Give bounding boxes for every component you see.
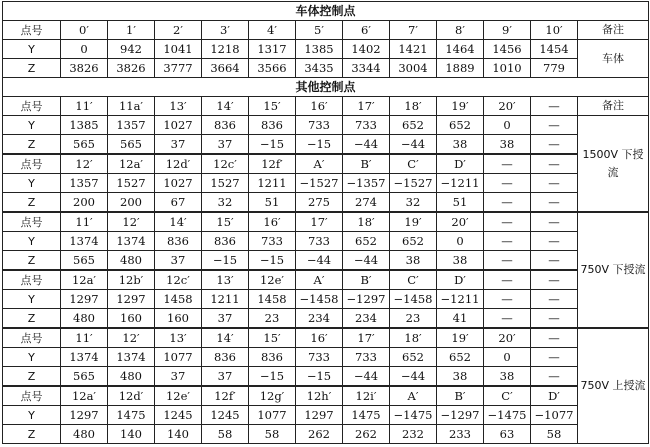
cell-value: 3′ <box>202 21 249 40</box>
cell-value: 12c′ <box>155 270 202 290</box>
row-label: 点号 <box>3 328 61 348</box>
cell-value: 1218 <box>202 40 249 59</box>
table-row <box>3 154 649 174</box>
cell-value: 18′ <box>343 212 390 232</box>
cell-value: 8′ <box>437 21 484 40</box>
cell-value: 37 <box>155 367 202 387</box>
cell-value: A′ <box>390 386 437 406</box>
cell-value: C′ <box>390 154 437 174</box>
cell-value: 12a′ <box>61 270 108 290</box>
cell-value: 480 <box>108 367 155 387</box>
note-750v-upper: 750V 上授流 <box>578 328 649 444</box>
note-header: 备注 <box>578 21 649 40</box>
cell-value: — <box>484 212 531 232</box>
row-label: 点号 <box>3 386 61 406</box>
row-label: Z <box>3 135 61 155</box>
cell-value: 160 <box>155 309 202 329</box>
cell-value: 5′ <box>296 21 343 40</box>
cell-value: — <box>484 193 531 213</box>
cell-value: −1475 <box>390 406 437 425</box>
cell-value: 733 <box>249 232 296 251</box>
cell-value: 1456 <box>484 40 531 59</box>
table-row <box>3 367 649 387</box>
cell-value: 58 <box>249 425 296 444</box>
row-label: Y <box>3 406 61 425</box>
cell-value: 32 <box>390 193 437 213</box>
cell-value: −44 <box>343 251 390 271</box>
cell-value: 19′ <box>390 212 437 232</box>
cell-value: 12a′ <box>61 386 108 406</box>
cell-value: — <box>531 135 578 155</box>
cell-value: — <box>531 232 578 251</box>
cell-value: 1211 <box>249 174 296 193</box>
table-row <box>3 270 649 290</box>
table-row <box>3 59 649 78</box>
cell-value: −15 <box>249 367 296 387</box>
cell-value: −1357 <box>343 174 390 193</box>
cell-value: 10′ <box>531 21 578 40</box>
row-label: Y <box>3 232 61 251</box>
cell-value: 1027 <box>155 116 202 135</box>
cell-value: 51 <box>249 193 296 213</box>
cell-value: B′ <box>343 270 390 290</box>
cell-value: — <box>484 290 531 309</box>
cell-value: 779 <box>531 59 578 78</box>
row-label: Y <box>3 40 61 59</box>
cell-value: 836 <box>202 232 249 251</box>
cell-value: A′ <box>296 270 343 290</box>
cell-value: A′ <box>296 154 343 174</box>
cell-value: 3826 <box>108 59 155 78</box>
cell-value: D′ <box>437 154 484 174</box>
cell-value: 13′ <box>155 328 202 348</box>
table-row <box>3 290 649 309</box>
cell-value: −44 <box>296 251 343 271</box>
cell-value: −1297 <box>343 290 390 309</box>
row-label: 点号 <box>3 21 61 40</box>
cell-value: 2′ <box>155 21 202 40</box>
cell-value: 14′ <box>202 97 249 116</box>
cell-value: 14′ <box>202 328 249 348</box>
cell-value: 1′ <box>108 21 155 40</box>
cell-value: 233 <box>437 425 484 444</box>
cell-value: 12b′ <box>108 270 155 290</box>
cell-value: −44 <box>390 367 437 387</box>
cell-value: — <box>531 290 578 309</box>
cell-value: 12′ <box>108 212 155 232</box>
cell-value: 1458 <box>155 290 202 309</box>
cell-value: 0 <box>437 232 484 251</box>
cell-value: 12e′ <box>155 386 202 406</box>
cell-value: 13′ <box>155 97 202 116</box>
cell-value: 1297 <box>61 406 108 425</box>
cell-value: 652 <box>390 116 437 135</box>
cell-value: 1374 <box>108 348 155 367</box>
cell-value: 1317 <box>249 40 296 59</box>
cell-value: 12′ <box>61 154 108 174</box>
table-row <box>3 97 649 116</box>
cell-value: 200 <box>61 193 108 213</box>
cell-value: — <box>484 174 531 193</box>
row-label: Z <box>3 251 61 271</box>
table-row <box>3 251 649 271</box>
cell-value: 13′ <box>202 270 249 290</box>
cell-value: — <box>531 309 578 329</box>
cell-value: 18′ <box>390 97 437 116</box>
cell-value: 12d′ <box>155 154 202 174</box>
cell-value: −44 <box>343 367 390 387</box>
cell-value: 0 <box>484 348 531 367</box>
cell-value: 565 <box>61 367 108 387</box>
row-label: 点号 <box>3 270 61 290</box>
row-label: Z <box>3 309 61 329</box>
cell-value: −15 <box>296 367 343 387</box>
cell-value: 3435 <box>296 59 343 78</box>
cell-value: 20′ <box>484 328 531 348</box>
cell-value: 1357 <box>61 174 108 193</box>
cell-value: 12i′ <box>343 386 390 406</box>
cell-value: 140 <box>108 425 155 444</box>
cell-value: 733 <box>343 348 390 367</box>
cell-value: 565 <box>61 251 108 271</box>
cell-value: 652 <box>437 116 484 135</box>
table-row <box>3 40 649 59</box>
cell-value: −1297 <box>437 406 484 425</box>
cell-value: 200 <box>108 193 155 213</box>
cell-value: 11a′ <box>108 97 155 116</box>
cell-value: 1458 <box>249 290 296 309</box>
cell-value: D′ <box>437 270 484 290</box>
cell-value: 1527 <box>108 174 155 193</box>
cell-value: −1527 <box>390 174 437 193</box>
cell-value: 480 <box>61 425 108 444</box>
cell-value: 1245 <box>202 406 249 425</box>
cell-value: 1245 <box>155 406 202 425</box>
cell-value: — <box>531 154 578 174</box>
cell-value: −15 <box>202 251 249 271</box>
table-row <box>3 386 649 406</box>
note-car: 车体 <box>578 40 649 78</box>
cell-value: D′ <box>531 386 578 406</box>
cell-value: −1527 <box>296 174 343 193</box>
table-row <box>3 193 649 213</box>
cell-value: 51 <box>437 193 484 213</box>
cell-value: 1889 <box>437 59 484 78</box>
note-header: 备注 <box>578 97 649 116</box>
table-row <box>3 232 649 251</box>
cell-value: 140 <box>155 425 202 444</box>
cell-value: — <box>531 116 578 135</box>
cell-value: 262 <box>296 425 343 444</box>
cell-value: — <box>484 251 531 271</box>
cell-value: — <box>484 154 531 174</box>
cell-value: 14′ <box>155 212 202 232</box>
cell-value: 274 <box>343 193 390 213</box>
cell-value: 836 <box>202 348 249 367</box>
table-body <box>3 2 649 444</box>
table-row <box>3 406 649 425</box>
cell-value: — <box>531 212 578 232</box>
cell-value: 836 <box>155 232 202 251</box>
row-label: Y <box>3 290 61 309</box>
cell-value: 15′ <box>202 212 249 232</box>
cell-value: 11′ <box>61 212 108 232</box>
row-label: Z <box>3 425 61 444</box>
cell-value: 836 <box>249 348 296 367</box>
cell-value: 20′ <box>437 212 484 232</box>
cell-value: C′ <box>484 386 531 406</box>
cell-value: 232 <box>390 425 437 444</box>
cell-value: C′ <box>390 270 437 290</box>
cell-value: 1385 <box>296 40 343 59</box>
cell-value: — <box>531 193 578 213</box>
cell-value: 1374 <box>108 232 155 251</box>
cell-value: 38 <box>484 135 531 155</box>
cell-value: 3344 <box>343 59 390 78</box>
cell-value: 12e′ <box>249 270 296 290</box>
cell-value: — <box>531 251 578 271</box>
cell-value: 0 <box>484 116 531 135</box>
cell-value: 1041 <box>155 40 202 59</box>
cell-value: 1297 <box>108 290 155 309</box>
row-label: Z <box>3 59 61 78</box>
cell-value: −1475 <box>484 406 531 425</box>
cell-value: 3664 <box>202 59 249 78</box>
cell-value: 11′ <box>61 328 108 348</box>
cell-value: 15′ <box>249 97 296 116</box>
cell-value: 38 <box>437 251 484 271</box>
cell-value: — <box>531 328 578 348</box>
table-row <box>3 135 649 155</box>
cell-value: 3566 <box>249 59 296 78</box>
cell-value: 12d′ <box>108 386 155 406</box>
cell-value: 7′ <box>390 21 437 40</box>
cell-value: 32 <box>202 193 249 213</box>
note-750v-lower: 750V 下授流 <box>578 212 649 328</box>
cell-value: 11′ <box>61 97 108 116</box>
section-title-row <box>3 78 649 97</box>
cell-value: 1374 <box>61 232 108 251</box>
cell-value: 652 <box>390 348 437 367</box>
cell-value: — <box>531 367 578 387</box>
table-row <box>3 212 649 232</box>
row-label: Z <box>3 193 61 213</box>
table-row <box>3 21 649 40</box>
cell-value: — <box>484 270 531 290</box>
cell-value: 836 <box>249 116 296 135</box>
cell-value: 1475 <box>108 406 155 425</box>
cell-value: 565 <box>108 135 155 155</box>
cell-value: −15 <box>296 135 343 155</box>
cell-value: −1458 <box>296 290 343 309</box>
cell-value: 1464 <box>437 40 484 59</box>
cell-value: 733 <box>343 116 390 135</box>
cell-value: 18′ <box>390 328 437 348</box>
cell-value: 37 <box>202 367 249 387</box>
cell-value: 1454 <box>531 40 578 59</box>
cell-value: 4′ <box>249 21 296 40</box>
cell-value: 1385 <box>61 116 108 135</box>
cell-value: B′ <box>437 386 484 406</box>
cell-value: 3777 <box>155 59 202 78</box>
section-title-other: 其他控制点 <box>3 78 649 97</box>
section-title-row <box>3 2 649 21</box>
cell-value: 37 <box>155 135 202 155</box>
cell-value: −1211 <box>437 290 484 309</box>
cell-value: 262 <box>343 425 390 444</box>
cell-value: 1527 <box>202 174 249 193</box>
cell-value: 733 <box>296 232 343 251</box>
row-label: Y <box>3 174 61 193</box>
cell-value: 12f′ <box>202 386 249 406</box>
cell-value: 37 <box>155 251 202 271</box>
cell-value: 12f′ <box>249 154 296 174</box>
row-label: 点号 <box>3 154 61 174</box>
cell-value: 58 <box>202 425 249 444</box>
cell-value: 565 <box>61 135 108 155</box>
cell-value: 37 <box>202 135 249 155</box>
cell-value: — <box>484 232 531 251</box>
cell-value: 1475 <box>343 406 390 425</box>
control-points-sheet <box>2 1 648 444</box>
cell-value: 1297 <box>296 406 343 425</box>
row-label: 点号 <box>3 97 61 116</box>
cell-value: 16′ <box>296 328 343 348</box>
cell-value: 12a′ <box>108 154 155 174</box>
cell-value: 38 <box>390 251 437 271</box>
cell-value: 733 <box>296 348 343 367</box>
cell-value: 1421 <box>390 40 437 59</box>
cell-value: 19′ <box>437 97 484 116</box>
cell-value: 37 <box>202 309 249 329</box>
cell-value: 652 <box>343 232 390 251</box>
row-label: Z <box>3 367 61 387</box>
row-label: Y <box>3 348 61 367</box>
cell-value: B′ <box>343 154 390 174</box>
table-row <box>3 328 649 348</box>
cell-value: 836 <box>202 116 249 135</box>
cell-value: −44 <box>343 135 390 155</box>
table-row <box>3 116 649 135</box>
table-row <box>3 309 649 329</box>
cell-value: 23 <box>390 309 437 329</box>
table-row <box>3 348 649 367</box>
cell-value: 67 <box>155 193 202 213</box>
cell-value: 63 <box>484 425 531 444</box>
cell-value: 0′ <box>61 21 108 40</box>
cell-value: 0 <box>61 40 108 59</box>
cell-value: 38 <box>437 135 484 155</box>
cell-value: 1297 <box>61 290 108 309</box>
cell-value: — <box>484 309 531 329</box>
cell-value: −44 <box>390 135 437 155</box>
cell-value: 58 <box>531 425 578 444</box>
section-title-car: 车体控制点 <box>3 2 649 21</box>
cell-value: — <box>531 97 578 116</box>
cell-value: 1211 <box>202 290 249 309</box>
cell-value: 733 <box>296 116 343 135</box>
cell-value: 1027 <box>155 174 202 193</box>
cell-value: 12g′ <box>249 386 296 406</box>
cell-value: 9′ <box>484 21 531 40</box>
cell-value: 38 <box>484 367 531 387</box>
cell-value: 480 <box>108 251 155 271</box>
cell-value: 1077 <box>249 406 296 425</box>
cell-value: 17′ <box>296 212 343 232</box>
cell-value: 41 <box>437 309 484 329</box>
cell-value: 1010 <box>484 59 531 78</box>
cell-value: −15 <box>249 251 296 271</box>
cell-value: 38 <box>437 367 484 387</box>
cell-value: 275 <box>296 193 343 213</box>
cell-value: 20′ <box>484 97 531 116</box>
cell-value: 1374 <box>61 348 108 367</box>
cell-value: 1077 <box>155 348 202 367</box>
row-label: Y <box>3 116 61 135</box>
cell-value: 12c′ <box>202 154 249 174</box>
table-row <box>3 425 649 444</box>
cell-value: 3826 <box>61 59 108 78</box>
row-label: 点号 <box>3 212 61 232</box>
cell-value: 6′ <box>343 21 390 40</box>
cell-value: 652 <box>437 348 484 367</box>
control-points-table <box>2 1 649 444</box>
cell-value: — <box>531 174 578 193</box>
cell-value: 16′ <box>296 97 343 116</box>
cell-value: −1458 <box>390 290 437 309</box>
cell-value: 652 <box>390 232 437 251</box>
cell-value: −1211 <box>437 174 484 193</box>
cell-value: — <box>531 270 578 290</box>
cell-value: 12′ <box>108 328 155 348</box>
cell-value: 234 <box>343 309 390 329</box>
cell-value: 234 <box>296 309 343 329</box>
cell-value: 1357 <box>108 116 155 135</box>
cell-value: 1402 <box>343 40 390 59</box>
cell-value: 160 <box>108 309 155 329</box>
cell-value: 3004 <box>390 59 437 78</box>
note-1500v-lower: 1500V 下授流 <box>578 116 649 213</box>
table-row <box>3 174 649 193</box>
cell-value: −1077 <box>531 406 578 425</box>
cell-value: −15 <box>249 135 296 155</box>
cell-value: 19′ <box>437 328 484 348</box>
cell-value: — <box>531 348 578 367</box>
cell-value: 12h′ <box>296 386 343 406</box>
cell-value: 480 <box>61 309 108 329</box>
cell-value: 16′ <box>249 212 296 232</box>
cell-value: 23 <box>249 309 296 329</box>
cell-value: 17′ <box>343 97 390 116</box>
cell-value: 15′ <box>249 328 296 348</box>
cell-value: 17′ <box>343 328 390 348</box>
cell-value: 942 <box>108 40 155 59</box>
